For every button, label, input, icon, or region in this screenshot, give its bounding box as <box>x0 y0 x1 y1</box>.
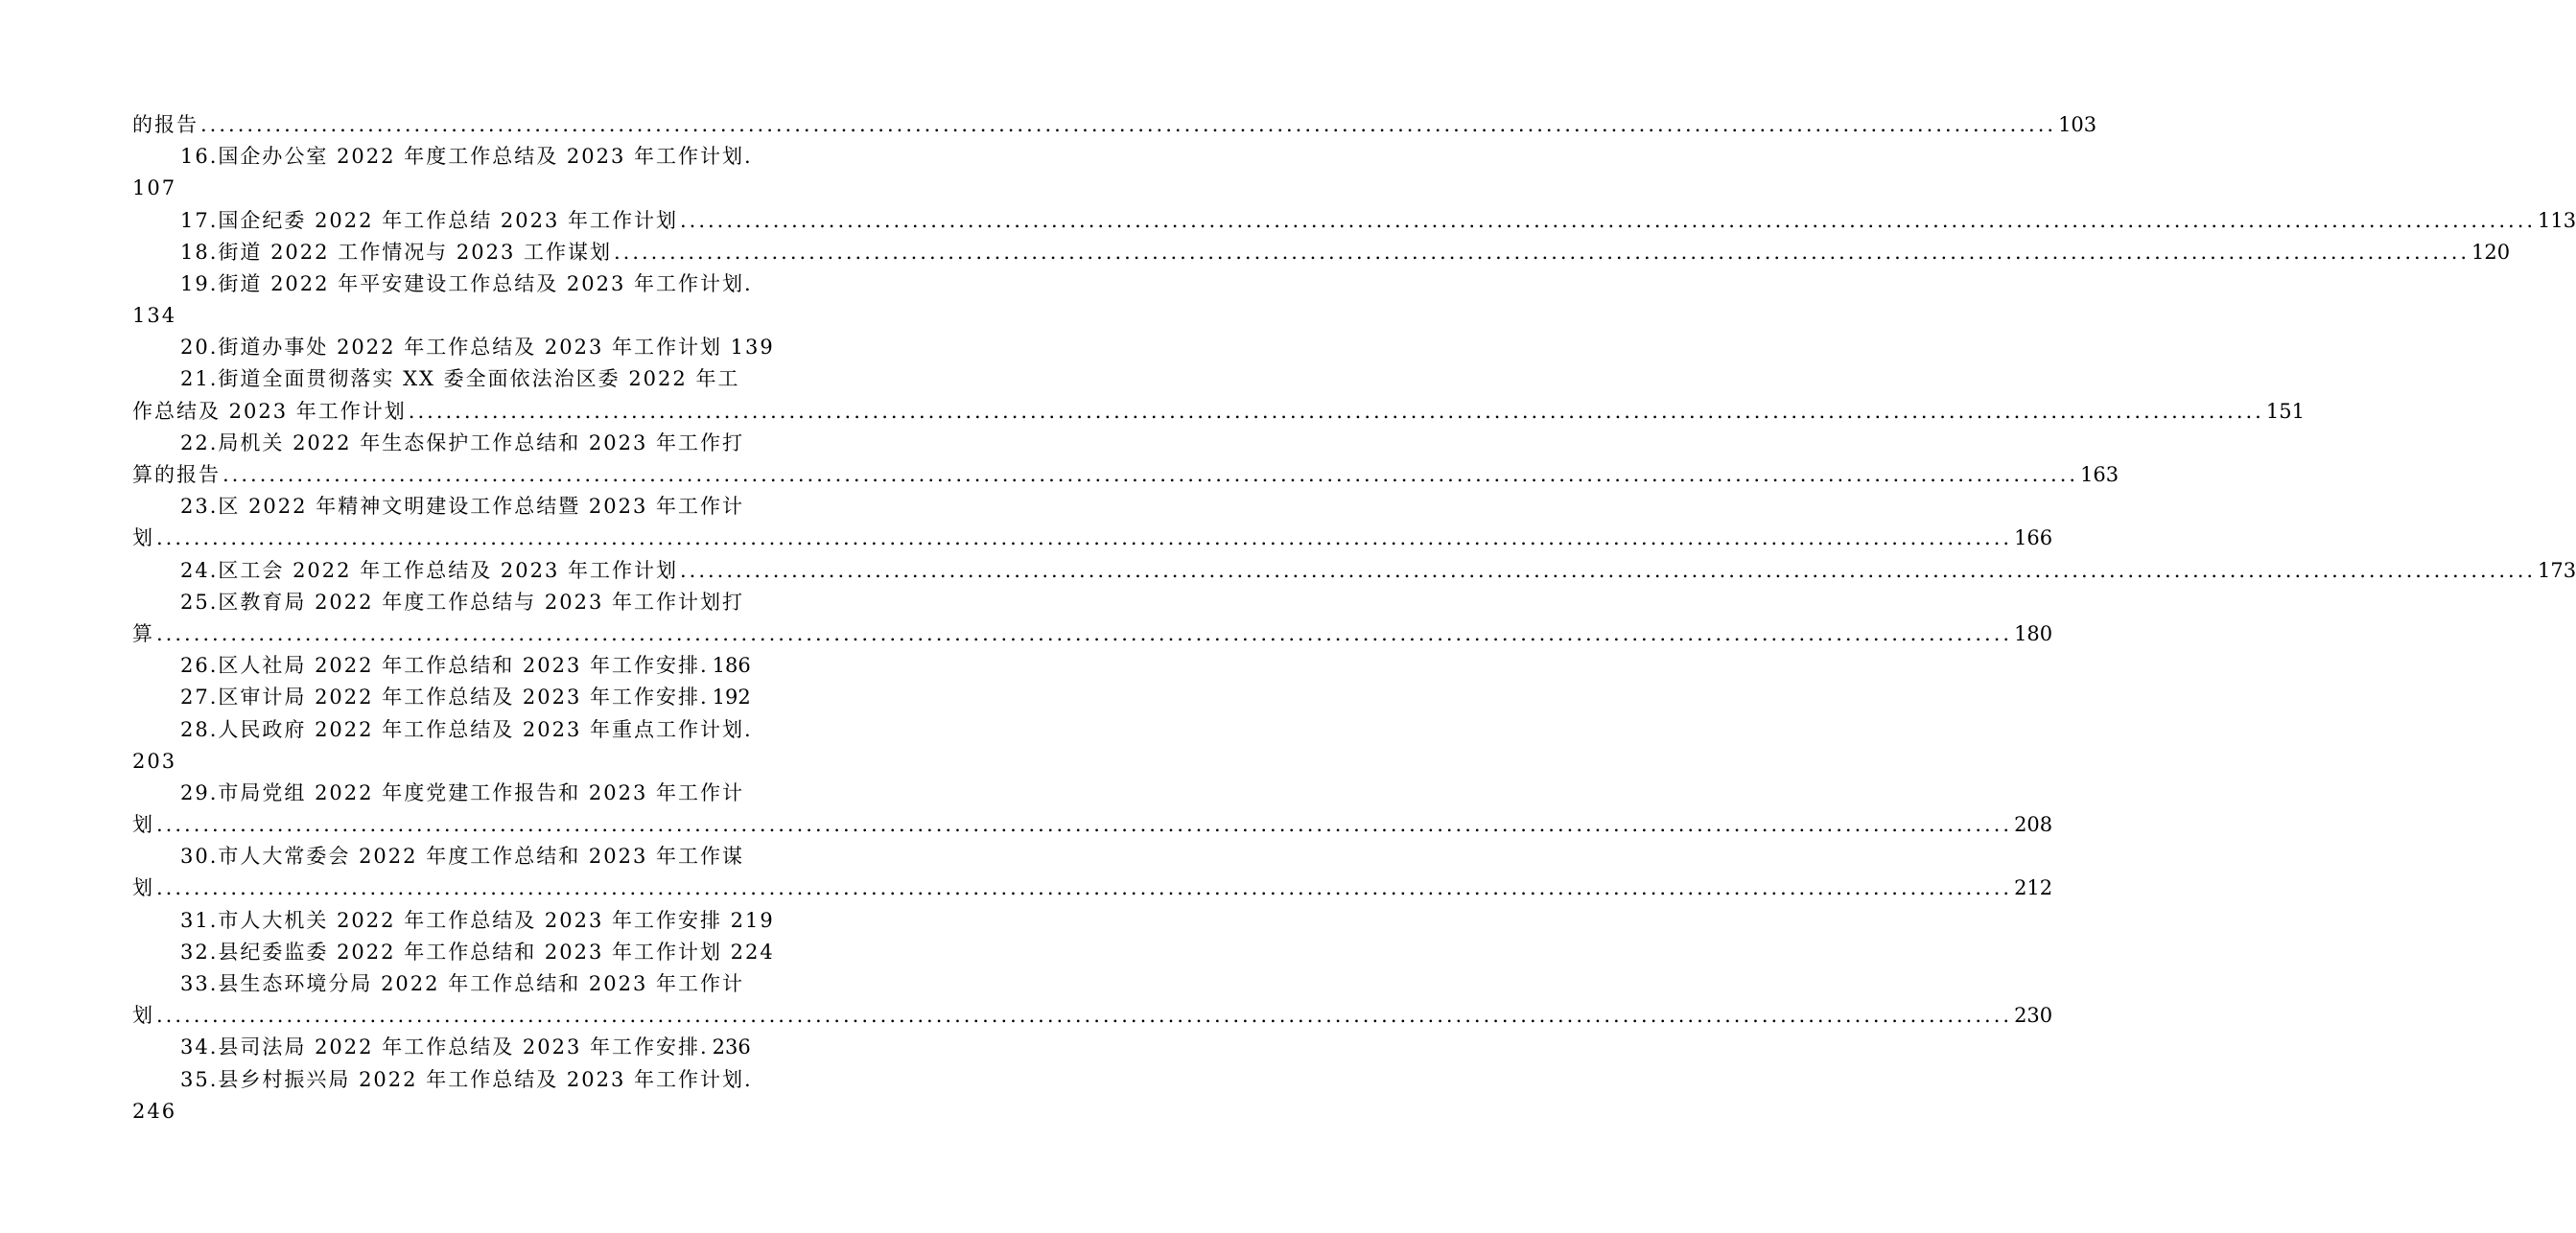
toc-entry-text: 划 <box>132 1004 154 1028</box>
toc-line[interactable] <box>132 1032 751 1063</box>
toc-entry-text: 17.国企纪委 2022 年工作总结 2023 年工作计划 <box>180 208 678 232</box>
toc-line[interactable] <box>132 682 751 713</box>
toc-line[interactable] <box>132 841 744 872</box>
toc-entry-text: 246 <box>132 1099 177 1123</box>
toc-entry-text: 34.县司法局 2022 年工作总结及 2023 年工作安排. <box>180 1035 709 1059</box>
toc-line[interactable] <box>132 459 2119 491</box>
dot-leader: ........................................................................................................................................................................................................ <box>200 112 2057 136</box>
toc-page-number: 236 <box>712 1035 751 1059</box>
toc-entry-text: 19.街道 2022 年平安建设工作总结及 2023 年工作计划. <box>180 271 753 295</box>
toc-line[interactable] <box>132 364 738 396</box>
toc-line[interactable] <box>132 1064 753 1096</box>
toc-entry-text: 16.国企办公室 2022 年度工作总结及 2023 年工作计划. <box>180 145 753 169</box>
toc-entry-text: 33.县生态环境分局 2022 年工作总结和 2023 年工作计 <box>180 972 744 996</box>
toc-line[interactable] <box>132 937 775 968</box>
table-of-contents <box>132 109 2576 1128</box>
dot-leader: ........................................................................................................................................................................................................ <box>156 813 2013 837</box>
toc-line[interactable] <box>132 332 775 363</box>
toc-line[interactable] <box>132 173 738 204</box>
toc-page-number: 186 <box>712 654 751 678</box>
toc-entry-text: 23.区 2022 年精神文明建设工作总结暨 2023 年工作计 <box>180 495 744 519</box>
toc-line[interactable] <box>132 650 751 682</box>
toc-line[interactable] <box>132 873 2053 905</box>
toc-page-number: 212 <box>2014 876 2053 900</box>
toc-line[interactable] <box>132 300 738 332</box>
toc-page-number: 113 <box>2538 208 2576 232</box>
toc-entry-text: 的报告 <box>132 112 199 136</box>
toc-line[interactable] <box>132 268 753 300</box>
toc-line[interactable] <box>132 109 2097 141</box>
toc-line[interactable] <box>132 587 744 618</box>
toc-entry-text: 24.区工会 2022 年工作总结及 2023 年工作计划 <box>180 558 678 582</box>
toc-page-number: 192 <box>712 686 751 710</box>
toc-entry-text: 划 <box>132 526 154 550</box>
toc-entry-text: 107 <box>132 176 177 200</box>
toc-page-number: 180 <box>2014 621 2053 645</box>
toc-line[interactable] <box>132 396 2305 428</box>
toc-entry-text: 32.县纪委监委 2022 年工作总结和 2023 年工作计划 224 <box>180 940 775 964</box>
dot-leader: ........................................................................................................................................................................................................ <box>156 621 2013 645</box>
dot-leader: ........................................................................................................................................................................................................ <box>613 240 2471 264</box>
toc-entry-text: 203 <box>132 749 177 773</box>
toc-line[interactable] <box>132 555 2576 587</box>
toc-line[interactable] <box>132 746 738 778</box>
toc-line[interactable] <box>132 714 753 746</box>
toc-entry-text: 划 <box>132 813 154 837</box>
dot-leader: ........................................................................................................................................................................................................ <box>679 208 2537 232</box>
toc-line[interactable] <box>132 428 744 459</box>
toc-entry-text: 25.区教育局 2022 年度工作总结与 2023 年工作计划打 <box>180 590 744 614</box>
toc-line[interactable] <box>132 141 753 173</box>
toc-line[interactable] <box>132 905 775 937</box>
dot-leader: ........................................................................................................................................................................................................ <box>156 876 2013 900</box>
toc-entry-text: 22.局机关 2022 年生态保护工作总结和 2023 年工作打 <box>180 430 744 454</box>
dot-leader: ........................................................................................................................................................................................................ <box>222 463 2079 487</box>
toc-page-number: 230 <box>2014 1004 2053 1028</box>
toc-entry-text: 28.人民政府 2022 年工作总结及 2023 年重点工作计划. <box>180 717 753 741</box>
toc-entry-text: 20.街道办事处 2022 年工作总结及 2023 年工作计划 139 <box>180 336 775 360</box>
toc-page-number: 208 <box>2014 813 2053 837</box>
toc-entry-text: 划 <box>132 876 154 900</box>
toc-entry-text: 27.区审计局 2022 年工作总结及 2023 年工作安排. <box>180 686 709 710</box>
toc-page-number: 151 <box>2265 399 2305 423</box>
dot-leader: ........................................................................................................................................................................................................ <box>679 558 2537 582</box>
toc-page-number: 120 <box>2471 240 2511 264</box>
toc-entry-text: 30.市人大常委会 2022 年度工作总结和 2023 年工作谋 <box>180 845 744 869</box>
toc-line[interactable] <box>132 205 2576 237</box>
toc-line[interactable] <box>132 618 2053 650</box>
toc-line[interactable] <box>132 809 2053 841</box>
toc-line[interactable] <box>132 491 744 523</box>
toc-line[interactable] <box>132 237 2511 268</box>
toc-entry-text: 29.市局党组 2022 年度党建工作报告和 2023 年工作计 <box>180 780 744 804</box>
toc-page-number: 173 <box>2538 558 2576 582</box>
toc-page-number: 163 <box>2080 463 2119 487</box>
toc-entry-text: 18.街道 2022 工作情况与 2023 工作谋划 <box>180 240 612 264</box>
dot-leader: ........................................................................................................................................................................................................ <box>408 399 2264 423</box>
toc-entry-text: 26.区人社局 2022 年工作总结和 2023 年工作安排. <box>180 654 709 678</box>
toc-line[interactable] <box>132 778 744 809</box>
toc-entry-text: 作总结及 2023 年工作计划 <box>132 399 407 423</box>
toc-page-number: 166 <box>2014 526 2053 550</box>
dot-leader: ........................................................................................................................................................................................................ <box>156 1004 2013 1028</box>
toc-line[interactable] <box>132 968 744 1000</box>
toc-entry-text: 算的报告 <box>132 463 221 487</box>
dot-leader: ........................................................................................................................................................................................................ <box>156 526 2013 550</box>
toc-entry-text: 31.市人大机关 2022 年工作总结及 2023 年工作安排 219 <box>180 908 775 932</box>
toc-line[interactable] <box>132 1096 738 1128</box>
toc-entry-text: 算 <box>132 621 154 645</box>
toc-entry-text: 134 <box>132 304 177 328</box>
toc-line[interactable] <box>132 1000 2053 1032</box>
toc-line[interactable] <box>132 523 2053 554</box>
toc-entry-text: 21.街道全面贯彻落实 XX 委全面依法治区委 2022 年工 <box>180 367 740 391</box>
toc-entry-text: 35.县乡村振兴局 2022 年工作总结及 2023 年工作计划. <box>180 1067 753 1091</box>
toc-page-number: 103 <box>2058 112 2097 136</box>
